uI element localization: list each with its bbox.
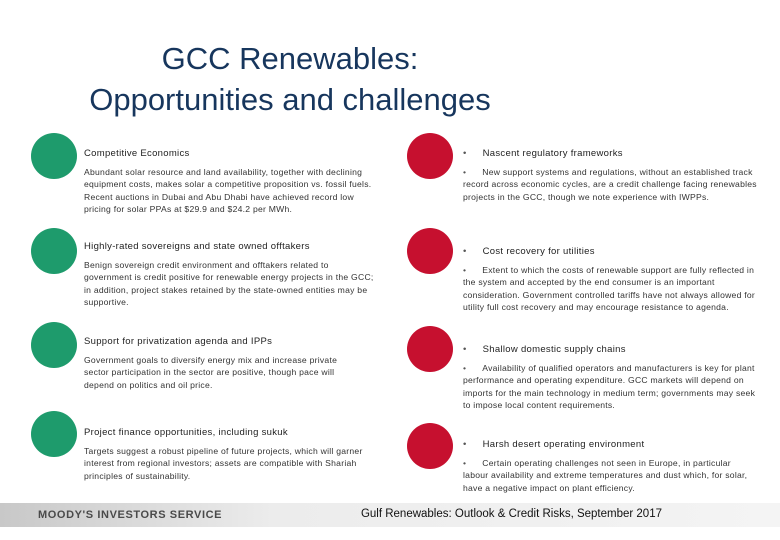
opportunity-body: Government goals to diversify energy mix and increase private sector participation in the sector are positive, though pace will depend on politics and oil price. [84,355,338,390]
challenge-body-text: Extent to which the costs of renewable support are fully reflected in the system and accepted by the end consumer is an important consideration. Government controlled tariffs have not always allowed for utility full cost recovery and may encourage resistance to agenda. [463,265,756,312]
challenge-circle-icon [407,423,453,469]
challenge-heading [463,344,626,355]
challenge-heading-text: Shallow domestic supply chains [482,344,626,355]
challenge-heading [463,148,623,159]
bullet-icon: • [463,246,467,257]
slide-title-line-1: GCC Renewables: [161,41,419,76]
challenge-heading [463,246,595,257]
opportunity-heading: Project finance opportunities, including sukuk [84,427,288,438]
challenge-heading-text: Nascent regulatory frameworks [482,148,623,159]
challenge-body [463,362,758,411]
opportunity-body: Targets suggest a robust pipeline of future projects, which will garner interest from regional investors; assets are compatible with Shariah principles of sustainability. [84,446,363,481]
footer-caption: Gulf Renewables: Outlook & Credit Risks, September 2017 [360,508,662,520]
bullet-icon: • [463,167,467,177]
bullet-icon: • [463,458,467,468]
opportunity-body: Benign sovereign credit environment and offtakers related to government is credit positive for renewable energy projects in the GCC; in addition, project stakes retained by the state-owned entities may be supportive. [84,260,374,307]
bullet-icon: • [463,344,467,355]
opportunity-heading: Competitive Economics [84,148,190,159]
opportunity-heading: Support for privatization agenda and IPPs [84,336,273,347]
challenge-heading [463,439,644,450]
challenge-body-text: Availability of qualified operators and manufacturers is key for plant performance and operating expenditure. GCC markets will depend on imports for the main technology in medium term; governments may seek to impose local content requirements. [463,363,756,410]
challenge-body-text: New support systems and regulations, without an established track record across economic cycles, are a credit challenge facing renewables projects in the GCC, though we note experience with IWPPs. [463,167,757,202]
opportunity-circle-icon [31,133,77,179]
opportunity-body: Abundant solar resource and land availability, together with declining equipment costs, makes solar a competitive proposition vs. fossil fuels. Recent auctions in Dubai and Abu Dhabi have achieved record low pricing for solar PPAs at $29.9 and $24.2 per MWh. [84,167,372,214]
brand-logo: MOODY'S INVESTORS SERVICE [38,509,223,521]
opportunity-circle-icon [31,322,77,368]
challenge-body [463,264,758,313]
opportunity-circle-icon [31,228,77,274]
bullet-icon: • [463,439,467,450]
challenge-circle-icon [407,228,453,274]
challenge-heading-text: Cost recovery for utilities [482,246,595,257]
challenge-body-text: Certain operating challenges not seen in Europe, in particular labour availability and extreme temperatures and dust which, for solar, have a negative impact on plant efficiency. [463,458,748,493]
bullet-icon: • [463,363,467,373]
bullet-icon: • [463,265,467,275]
challenge-body [463,166,758,203]
challenge-circle-icon [407,326,453,372]
opportunity-circle-icon [31,411,77,457]
challenge-circle-icon [407,133,453,179]
footer-bar [0,503,780,527]
slide-title-line-2: Opportunities and challenges [89,82,491,117]
slide-title [0,38,580,120]
opportunity-heading: Highly-rated sovereigns and state owned offtakers [84,241,310,252]
challenge-body [463,457,753,494]
challenge-heading-text: Harsh desert operating environment [482,439,645,450]
bullet-icon: • [463,148,467,159]
